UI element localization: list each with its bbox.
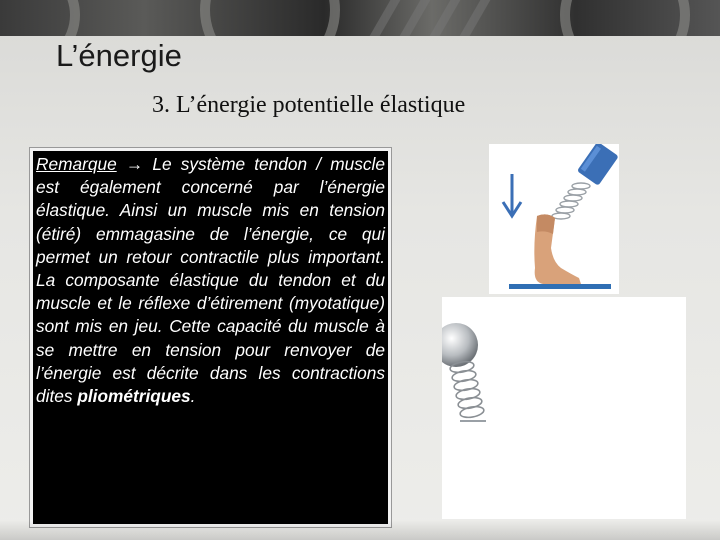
slide-title: L’énergie	[56, 38, 182, 73]
header-decorative-banner	[0, 0, 720, 36]
footer-shadow	[0, 520, 720, 540]
note-end: .	[190, 386, 196, 407]
note-textbox	[30, 148, 391, 527]
note-bold-term: pliométriques	[77, 386, 191, 407]
arrow-icon: →	[125, 154, 144, 174]
foot-spring-illustration	[489, 144, 619, 294]
note-lead: Remarque	[36, 154, 117, 174]
slide-subtitle: 3. L’énergie potentielle élastique	[152, 92, 466, 118]
down-arrow-icon	[503, 174, 521, 216]
note-body: Le système tendon / muscle est également concerné par l’énergie élastique. Ainsi un muscle mis en tension (étiré) emmagasine de l’énergie, ce qui permet un retour contractile plus important. La composante élastique du tendon et du muscle et le réflexe d’étirement (myotatique) sont mis en jeu. Cette capacité du muscle à se mettre en tension pour renvoyer de l’énergie est décrite dans les contractions dites	[36, 154, 385, 407]
note-paragraph	[36, 153, 385, 408]
spring-ball-illustration	[442, 297, 686, 519]
